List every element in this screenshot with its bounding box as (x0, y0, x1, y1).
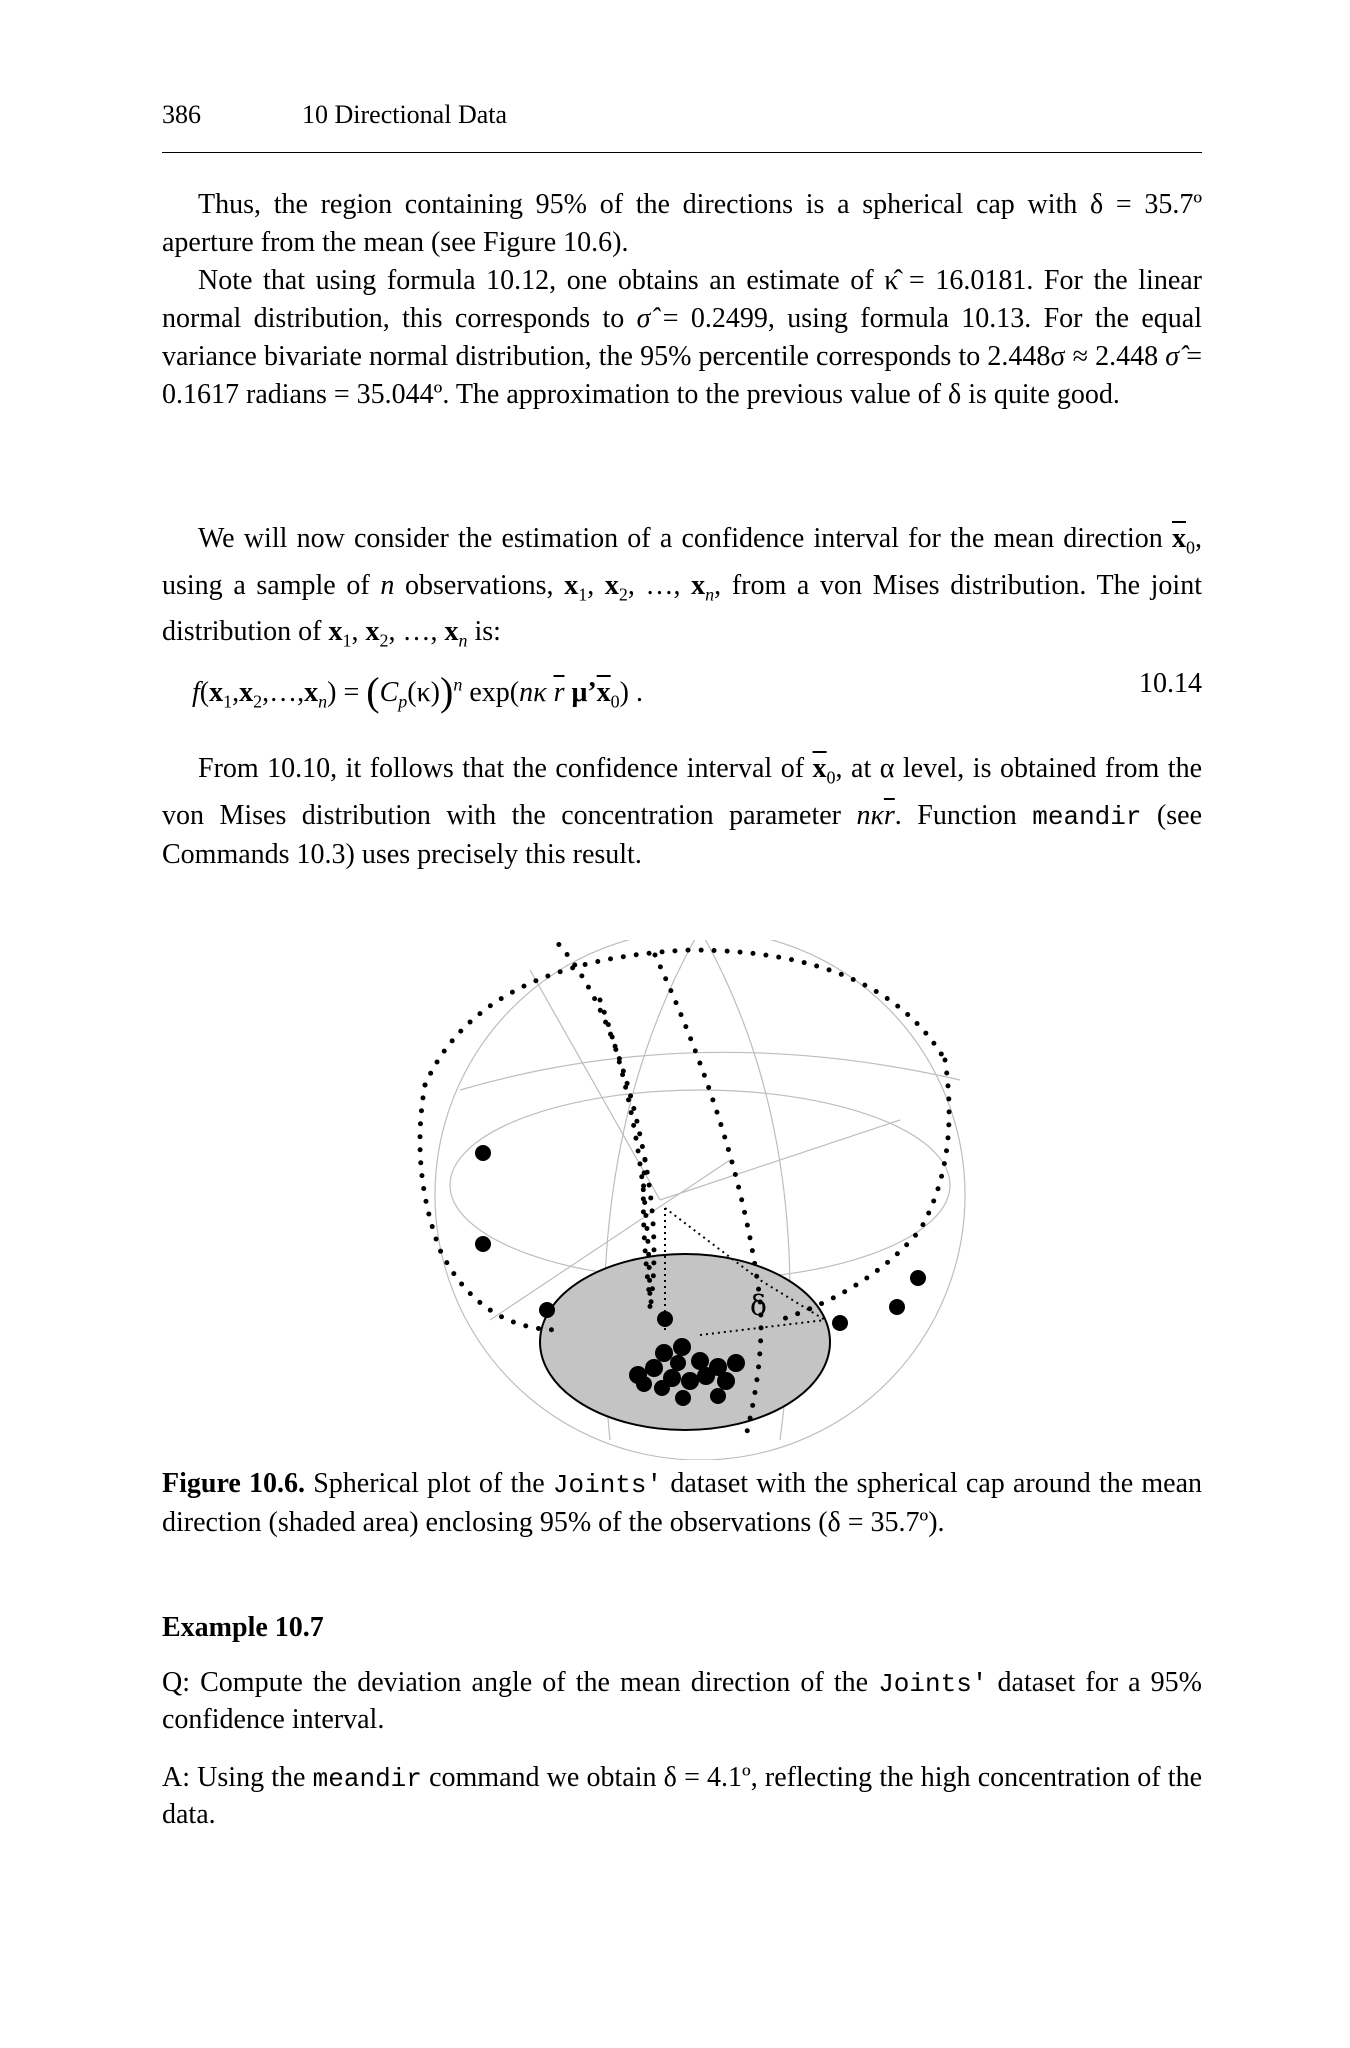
paragraph-1: Thus, the region containing 95% of the directions is a spherical cap with δ = 35.7º aperture from the mean (see Figure 10.6). (162, 189, 1202, 258)
paragraph-4: From 10.10, it follows that the confidence interval of $\overline{x}_0$, at α level, is obtained from the von Mises distribution with the concentration parameter $n\kappa\overline{r}$. Function meandir (see Commands 10.3) uses precisely this result. (162, 753, 1203, 870)
kappa-hat: κ̂ (884, 265, 899, 296)
page-number: 386 (162, 100, 201, 129)
paragraph-2: Note that using formula 10.12, one obtains an estimate of κ̂ = 16.0181. For the linear normal distribution, this corresponds to σ̂ = 0.2499, using formula 10.13. For the equal variance bivariate normal distribution, the 95% percentile corresponds to 2.448σ ≈ 2.448 σ̂ = 0.1617 radians = 35.044º. The approximation to the previous value of δ is quite good. (162, 265, 1203, 410)
equation-10-14 (192, 662, 1202, 712)
example-answer: A: Using the meandir command we obtain δ = 4.1º, reflecting the high concentration of the data. (162, 1762, 1203, 1830)
sigma-hat: σ̂ (636, 303, 651, 334)
paragraph-3: We will now consider the estimation of a confidence interval for the mean direction $\overline{x}_0$, using a sample of n observations, $x_1$, $x_2$, …, $x_n$, from a von Mises distribution. The joint distribution of $x_1$, $x_2$, …, $x_n$ is: (162, 523, 1202, 651)
chapter-title: 10 Directional Data (302, 100, 508, 129)
spherical-plot (400, 940, 1020, 1460)
example-heading: Example 10.7 (162, 1612, 324, 1643)
code-meandir: meandir (1032, 801, 1142, 832)
example-question: Q: Compute the deviation angle of the mean direction of the Joints' dataset for a 95% confidence interval. (162, 1667, 1203, 1735)
delta-label: δ (750, 1289, 767, 1322)
intro-text (162, 186, 1202, 414)
running-header (162, 100, 1202, 153)
figure-caption: Figure 10.6. Spherical plot of the Joints' dataset with the spherical cap around the mean direction (shaded area) enclosing 95% of the observations (δ = 35.7º). (162, 1468, 1202, 1538)
equation-number: 10.14 (1139, 668, 1202, 699)
equation-formula: $f(x_1,x_2,\dots,x_n) = (C_p(\kappa))^n$ exp(nκ $\overline{r}$ $\mu’\overline{x}_0$) . (192, 669, 643, 714)
